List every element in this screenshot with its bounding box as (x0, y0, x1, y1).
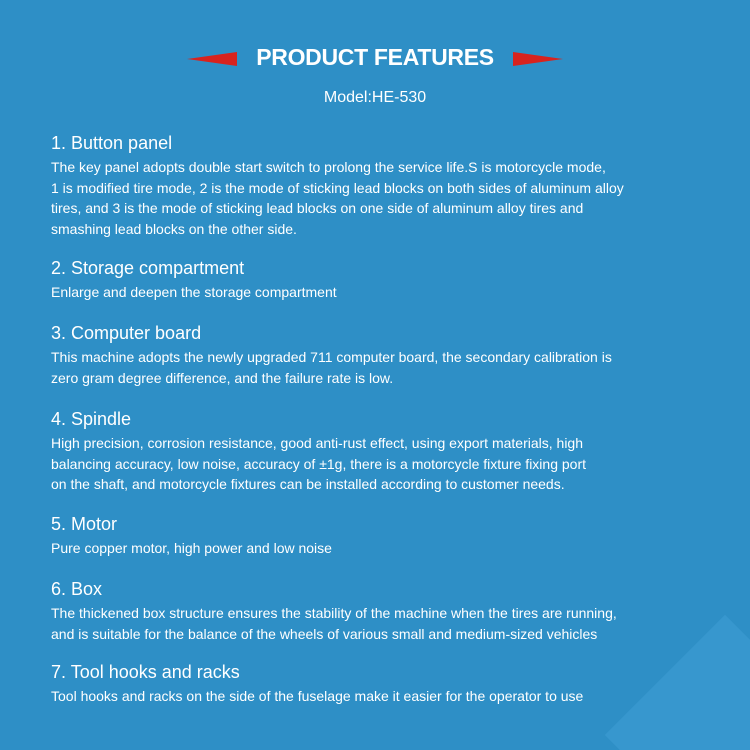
feature-motor (51, 513, 731, 559)
feature-title: 2. Storage compartment (51, 258, 245, 278)
right-arrow-icon (513, 52, 563, 66)
feature-description: The thickened box structure ensures the stability of the machine when the tires are running, and is suitable for the balance of the wheels of various small and medium-sized vehicles (51, 605, 617, 642)
feature-title: 7. Tool hooks and racks (51, 662, 240, 682)
feature-title: 1. Button panel (51, 133, 173, 153)
model-number: Model:HE-530 (323, 89, 427, 106)
feature-description: Tool hooks and racks on the side of the fuselage make it easier for the operator to use (51, 688, 584, 704)
feature-tool-hooks (51, 661, 731, 707)
feature-storage-compartment (51, 257, 731, 303)
feature-description: Pure copper motor, high power and low noise (51, 540, 332, 556)
page-title: PRODUCT FEATURES (256, 44, 494, 70)
feature-box (51, 578, 731, 644)
feature-title: 4. Spindle (51, 409, 132, 429)
feature-title: 3. Computer board (51, 323, 202, 343)
feature-description: The key panel adopts double start switch to prolong the service life.S is motorcycle mode, 1 is modified tire mode, 2 is the mode of sticking lead blocks on both sides of aluminum alloy tires, and 3 is the mode of sticking lead blocks on one side of aluminum alloy tires and smashing lead blocks on the other side. (51, 159, 624, 237)
feature-title: 5. Motor (51, 514, 118, 534)
feature-description: High precision, corrosion resistance, good anti-rust effect, using export materials, high balancing accuracy, low noise, accuracy of ±1g, there is a motorcycle fixture fixing port on the shaft, and motorcycle fixtures can be installed according to customer needs. (51, 435, 587, 492)
feature-title: 6. Box (51, 579, 103, 599)
feature-description: This machine adopts the newly upgraded 711 computer board, the secondary calibration is zero gram degree difference, and the failure rate is low. (51, 349, 612, 386)
feature-description: Enlarge and deepen the storage compartment (51, 284, 337, 300)
feature-computer-board (51, 322, 731, 388)
page-header (0, 44, 750, 76)
feature-spindle (51, 408, 731, 495)
feature-button-panel (51, 132, 731, 239)
